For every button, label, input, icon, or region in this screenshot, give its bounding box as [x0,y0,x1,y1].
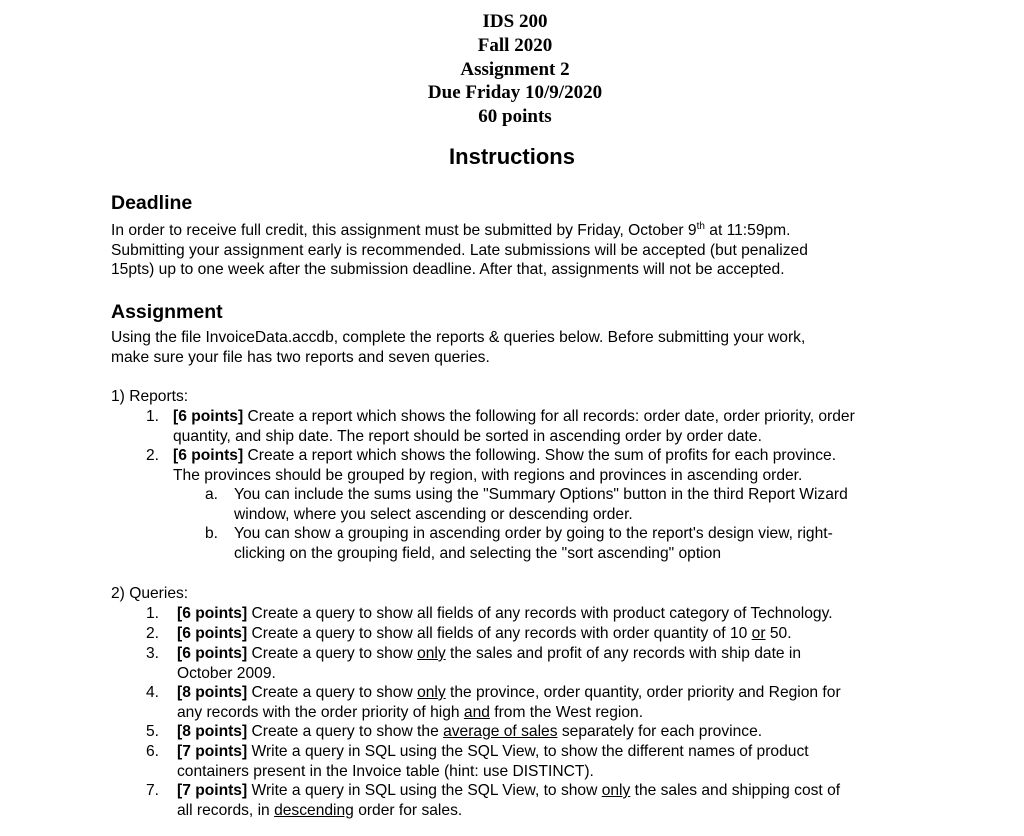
title-block [0,10,1024,129]
points-label: [6 points] [177,625,248,642]
list-number: 5. [146,723,160,740]
points-label: [8 points] [177,684,248,701]
points-label: [6 points] [177,645,248,662]
queries-label: 2) Queries: [111,585,189,602]
assignment-line-2: make sure your file has two reports and seven queries. [111,348,490,366]
list-letter: b. [205,525,219,542]
course-title: IDS 200 [482,11,548,32]
deadline-heading: Deadline [111,192,193,214]
deadline-line-2: Submitting your assignment early is recommended. Late submissions will be accepted (but penalized [111,241,808,259]
points-label: [8 points] [177,723,248,740]
list-letter: a. [205,486,219,503]
assignment-title: Assignment 2 [460,58,570,80]
deadline-line-3: 15pts) up to one week after the submission deadline. After that, assignments will not be accepted. [111,261,785,279]
points-label: [6 points] [173,408,244,425]
points-label: [6 points] [173,447,244,464]
list-number: 7. [146,782,160,799]
list-number: 1. [146,408,160,425]
document-page: IDS 200 Fall 2020 Assignment 2 Due Friday 10/9/2020 60 points Instructions Deadline In order to receive full credit, this assignment must be submitted by Friday, October 9th at 11:59pm. Submitting your assignment early is recommended. Late submissions will be accepted (but penalized 15pts) up to one week after the submission deadline. After that, assignments will not be accepted. Assignment Using the file InvoiceData.accdb, complete the reports & queries below. Before submitting your work, make sure your file has two reports and seven queries. 1) Reports: 1. [6 points] Create a report which shows the following for all records: order date, order priority, order quantity, and ship date. The report should be sorted in ascending order by order date. 2. [6 points] Create a report which shows the following. Show the sum of profits for each province. The provinces should be grouped by region, with regions and provinces in ascending order. a. You can include the sums using the "Summary Options" button in the third Report Wizard window, where you select ascending or descending order. b. You can show a grouping in ascending order by going to the report's design view, right- clicking on the grouping field, and selecting the "sort ascending" option 2) Queries: 1. [6 points] Create a query to show all fields of any records with product category of Technology. 2. [6 points] Create a query to show all fields of any records with order quantity of 10 or 50. 3. [6 points] Create a query to show only the sales and profit of any records with ship date in October 2009. 4. [8 points] Create a query to show only the province, order quantity, order priority and Region for any records with the order priority of high and from the West region. 5. [8 points] Create a query to show the average of sales separately for each province. 6. [7 points] Write a query in SQL using the SQL View, to show the different names of product containers present in the Invoice table (hint: use DISTINCT). 7. [7 points] Write a query in SQL using the SQL View, to show only the sales and shipping cost of all records, in descending order for sales. [0,0,1024,836]
assignment-heading: Assignment [111,301,223,323]
list-number: 1. [146,605,160,622]
deadline-line-1: In order to receive full credit, this assignment must be submitted by Friday, October 9th at 11:59pm. [111,220,791,239]
list-number: 4. [146,684,160,701]
total-points: 60 points [478,106,552,128]
points-label: [6 points] [177,605,248,622]
points-label: [7 points] [177,743,248,760]
due-date: Due Friday 10/9/2020 [427,82,603,104]
points-label: [7 points] [177,782,248,799]
term: Fall 2020 [477,34,553,56]
list-number: 2. [146,625,160,642]
assignment-paragraph [111,328,911,367]
list-number: 6. [146,743,160,760]
deadline-paragraph [111,221,911,280]
reports-label: 1) Reports: [111,388,189,405]
assignment-line-1: Using the file InvoiceData.accdb, complete the reports & queries below. Before submitting your work, [111,329,806,346]
list-number: 3. [146,645,160,662]
instructions-heading: Instructions [449,144,575,169]
list-number: 2. [146,447,160,464]
